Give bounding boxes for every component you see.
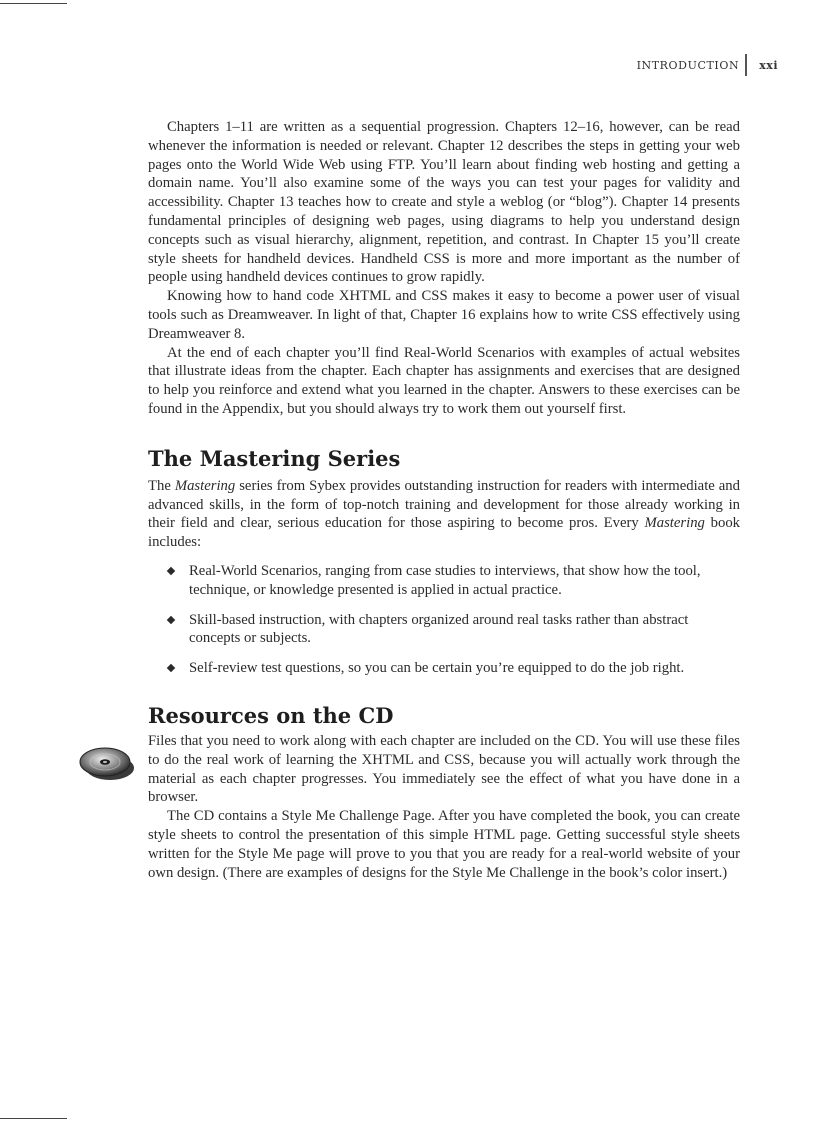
running-head (637, 54, 778, 76)
bullet-item (148, 659, 740, 678)
bullet-item (148, 562, 740, 600)
page-number: xxi (759, 58, 778, 72)
intro-paragraph-chapters: Chapters 1–11 are written as a sequential progression. Chapters 12–16, however, can be read whenever the information is needed or relevant. Chapter 12 describes the steps in getting your web pages onto the World Wide Web using FTP. You’ll learn about finding web hosting and getting a domain name. You’ll also examine some of the ways you can test your pages for validity and accessibility. Chapter 13 teaches how to create and style a weblog (or “blog”). Chapter 14 presents fundamental principles of designing web pages, using diagrams to help you understand design concepts such as visual hierarchy, alignment, repetition, and contrast. In Chapter 15 you’ll create style sheets for handheld devices. Handheld CSS is more and more important as the number of people using handheld devices continues to grow rapidly. (148, 119, 740, 286)
running-head-section: INTRODUCTION (636, 58, 740, 72)
mastering-intro-the: The (148, 477, 175, 494)
bullet-diamond-icon (167, 615, 175, 623)
resources-paragraph-files: Files that you need to work along with each chapter are included on the CD. You will use these files to do the real work of learning the XHTML and CSS, because you will actually work through the material as each chapter progresses. You immediately see the effect of what you have done in a browser. (148, 732, 740, 806)
bullet-text: Skill-based instruction, with chapters organized around real tasks rather than abstract concepts or subjects. (189, 611, 689, 647)
intro-paragraph-dreamweaver: Knowing how to hand code XHTML and CSS makes it easy to become a power user of visual tools such as Dreamweaver. In light of that, Chapter 16 explains how to write CSS effectively using Dreamweaver 8. (148, 288, 740, 342)
mastering-series-heading: The Mastering Series (148, 445, 401, 471)
bullet-text: Self-review test questions, so you can be certain you’re equipped to do the job right. (189, 660, 685, 677)
mastering-intro-middle: series from Sybex provides outstanding instruction for readers with intermediate and advanced skills, in the form of top-notch training and development for those already working in their field and clear, serious education for those aspiring to become pros. Every (148, 477, 740, 532)
intro-paragraph-scenarios: At the end of each chapter you’ll find Real-World Scenarios with examples of actual websites that illustrate ideas from the chapter. Each chapter has assignments and exercises that are designed to help you reinforce and extend what you learned in the chapter. Answers to these exercises can be found in the Appendix, but you should always try to work them out yourself first. (148, 344, 740, 417)
mastering-series-italic: Mastering (174, 477, 236, 494)
bullet-diamond-icon (167, 664, 175, 672)
bullet-item (148, 611, 740, 649)
resources-heading: Resources on the CD (148, 702, 394, 728)
mastering-intro-end: book includes: (148, 515, 741, 551)
bullet-diamond-icon (167, 567, 175, 575)
bullet-text: Real-World Scenarios, ranging from case studies to interviews, that show how the tool, technique, or knowledge presented is applied in actual practice. (189, 562, 701, 598)
mastering-bullet-list (148, 562, 740, 678)
mastering-intro-paragraph (148, 477, 740, 552)
cd-icon (78, 740, 136, 784)
crop-mark-bottom (0, 1118, 67, 1119)
resources-paragraph-style-me: The CD contains a Style Me Challenge Page. After you have completed the book, you can create style sheets to control the presentation of this simple HTML page. Getting successful style sheets written for the Style Me page will prove to you that you are ready for a real-world website of your own design. (There are examples of designs for the Style Me Challenge in the book’s color insert.) (148, 808, 740, 881)
page-body (148, 118, 740, 882)
crop-mark-top (0, 3, 67, 4)
mastering-book-italic: Mastering (644, 515, 705, 532)
